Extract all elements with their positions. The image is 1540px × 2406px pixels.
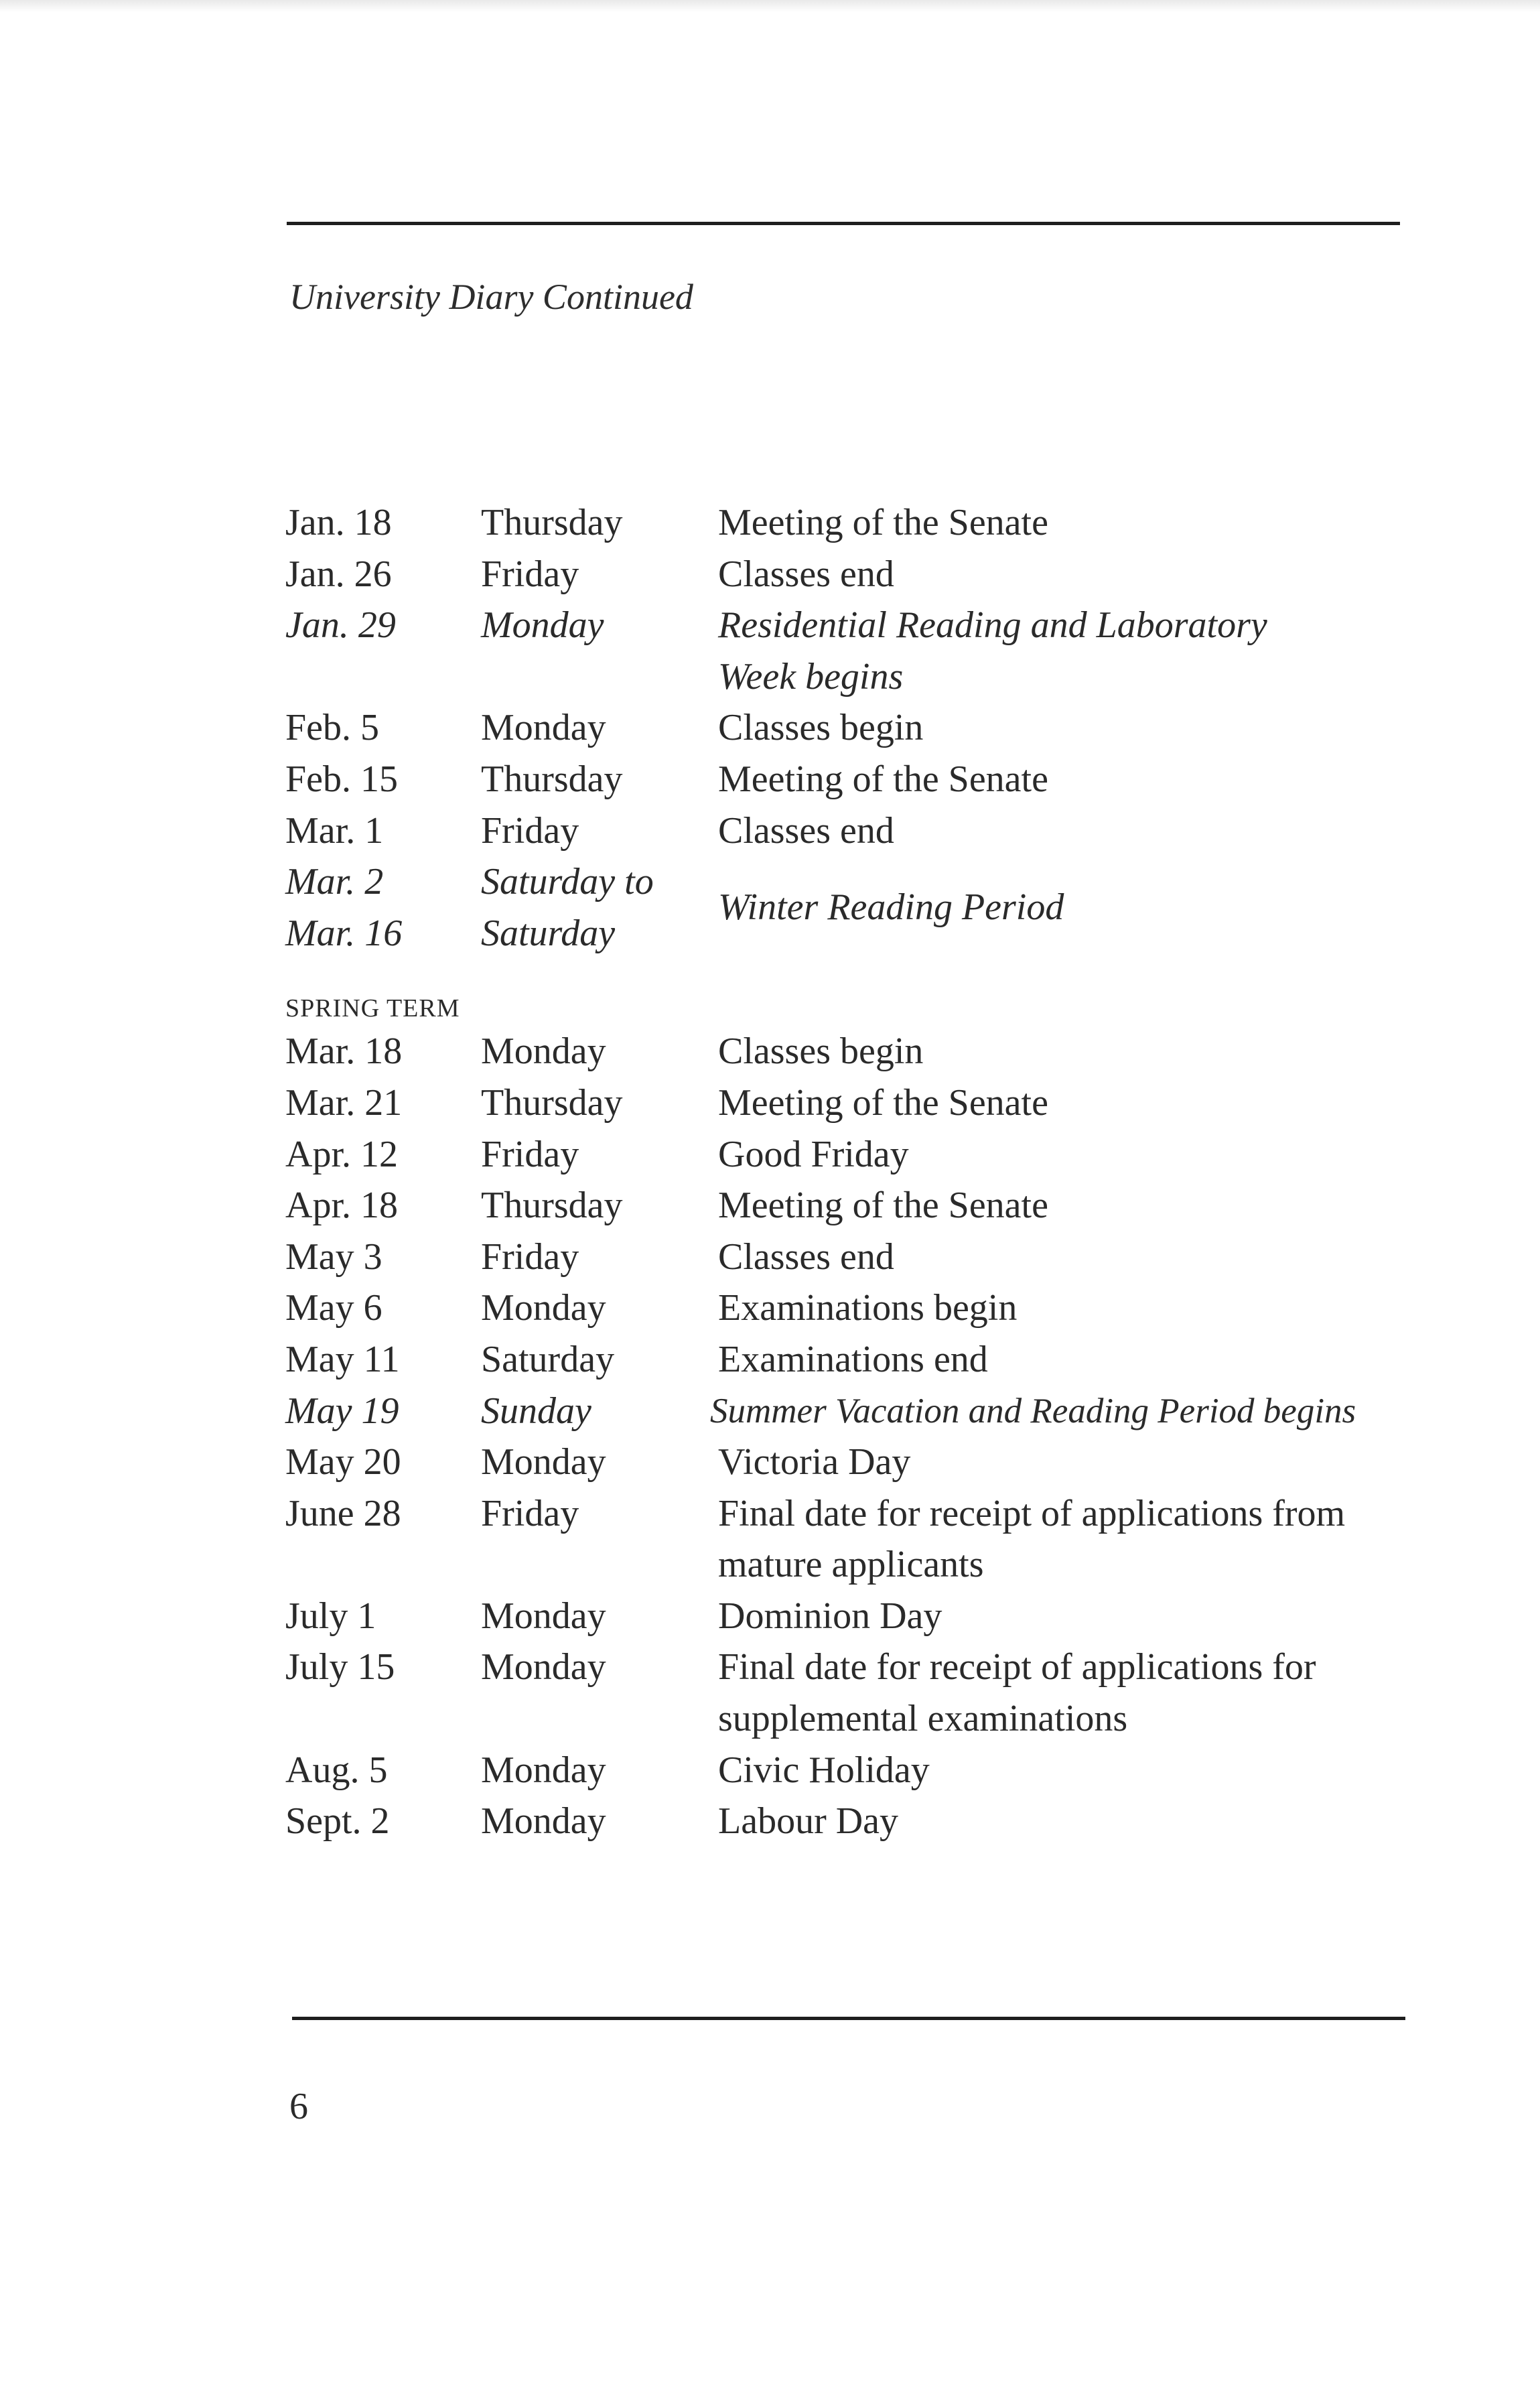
entry-day: Monday bbox=[481, 1441, 606, 1483]
diary-row bbox=[285, 1231, 1411, 1283]
diary-row bbox=[285, 549, 1411, 600]
entry-event: Dominion Day bbox=[718, 1595, 942, 1637]
entry-day: Monday bbox=[481, 1030, 606, 1073]
entry-event: Meeting of the Senate bbox=[718, 502, 1048, 543]
entry-date: June 28 bbox=[285, 1492, 401, 1534]
entry-day: Thursday bbox=[481, 502, 623, 543]
entry-event: Good Friday bbox=[718, 1133, 909, 1175]
entry-day: Thursday bbox=[481, 1081, 623, 1124]
diary-row bbox=[285, 1488, 1411, 1591]
entry-day: Monday bbox=[481, 1595, 606, 1637]
entry-event: Examinations end bbox=[718, 1338, 988, 1380]
range-end-date: Mar. 16 bbox=[285, 912, 403, 954]
entry-date: May 20 bbox=[285, 1441, 401, 1483]
entry-event: Meeting of the Senate bbox=[718, 1185, 1048, 1227]
entry-date: July 1 bbox=[285, 1595, 376, 1637]
diary-row bbox=[285, 1282, 1411, 1334]
entry-date: Feb. 15 bbox=[285, 758, 398, 800]
entry-date: Mar. 1 bbox=[285, 809, 384, 852]
entry-date: May 11 bbox=[285, 1338, 400, 1380]
range-start-date: Mar. 2 bbox=[285, 861, 384, 903]
entry-day: Monday bbox=[481, 1646, 606, 1688]
diary-row bbox=[285, 497, 1411, 549]
bottom-rule bbox=[292, 2017, 1405, 2020]
diary-row bbox=[285, 805, 1411, 857]
entry-event: Classes begin bbox=[718, 707, 924, 749]
entry-date: May 19 bbox=[285, 1390, 399, 1432]
entry-day: Thursday bbox=[481, 758, 623, 800]
entry-event: Classes end bbox=[718, 1235, 894, 1278]
entry-day: Sunday bbox=[481, 1390, 591, 1432]
entry-date: Mar. 18 bbox=[285, 1030, 403, 1073]
diary-row bbox=[285, 1026, 1411, 1077]
running-head: University Diary Continued bbox=[289, 277, 693, 317]
range-end-day: Saturday bbox=[481, 912, 616, 954]
entry-date: Jan. 18 bbox=[285, 502, 392, 543]
entry-date: Apr. 12 bbox=[285, 1133, 398, 1175]
diary-row bbox=[285, 1129, 1411, 1181]
entry-event: Classes begin bbox=[718, 1030, 924, 1073]
range-start-day: Saturday to bbox=[481, 861, 654, 903]
entry-date: Sept. 2 bbox=[285, 1800, 390, 1843]
page-number: 6 bbox=[289, 2086, 308, 2127]
diary-row bbox=[285, 1745, 1411, 1796]
entry-day: Friday bbox=[481, 1235, 579, 1278]
entry-event: Meeting of the Senate bbox=[718, 1081, 1048, 1124]
diary-row bbox=[285, 1591, 1411, 1642]
entry-day: Friday bbox=[481, 553, 579, 595]
entry-day: Friday bbox=[481, 809, 579, 852]
entry-date: July 15 bbox=[285, 1646, 395, 1688]
entry-date: May 3 bbox=[285, 1235, 382, 1278]
diary-row bbox=[285, 1077, 1411, 1129]
entry-event: Classes end bbox=[718, 553, 894, 595]
entry-date: Apr. 18 bbox=[285, 1185, 398, 1227]
entry-day: Monday bbox=[481, 1749, 606, 1791]
diary-row bbox=[285, 754, 1411, 805]
entry-day: Thursday bbox=[481, 1185, 623, 1227]
diary-table bbox=[285, 497, 1411, 1847]
entry-day: Monday bbox=[481, 1800, 606, 1843]
diary-row bbox=[285, 600, 1411, 702]
diary-row bbox=[285, 1334, 1411, 1386]
entry-event: Meeting of the Senate bbox=[718, 758, 1048, 800]
entry-date: Jan. 29 bbox=[285, 604, 396, 647]
entry-day: Monday bbox=[481, 707, 606, 749]
range-event: Winter Reading Period bbox=[718, 886, 1064, 929]
winter-reading-row bbox=[285, 856, 1411, 959]
entry-event: Residential Reading and Laboratory Week begins bbox=[718, 604, 1267, 697]
entry-day: Monday bbox=[481, 1287, 606, 1329]
diary-row bbox=[285, 1180, 1411, 1231]
entry-event: Civic Holiday bbox=[718, 1749, 930, 1791]
diary-row bbox=[285, 1386, 1411, 1437]
spring-term-label: SPRING TERM bbox=[285, 994, 460, 1023]
entry-event: Summer Vacation and Reading Period begins bbox=[710, 1391, 1356, 1430]
entry-event: Classes end bbox=[718, 809, 894, 852]
entry-date: May 6 bbox=[285, 1287, 382, 1329]
diary-row bbox=[285, 1796, 1411, 1847]
entry-day: Saturday bbox=[481, 1338, 615, 1380]
entry-date: Jan. 26 bbox=[285, 553, 392, 595]
entry-event: Examinations begin bbox=[718, 1287, 1018, 1329]
entry-date: Mar. 21 bbox=[285, 1081, 403, 1124]
entry-event: Victoria Day bbox=[718, 1441, 911, 1483]
top-rule bbox=[287, 222, 1400, 225]
entry-date: Aug. 5 bbox=[285, 1749, 388, 1791]
section-heading bbox=[285, 959, 1411, 1026]
entry-date: Feb. 5 bbox=[285, 707, 379, 749]
scan-edge bbox=[0, 0, 1540, 12]
diary-row bbox=[285, 1642, 1411, 1744]
entry-day: Friday bbox=[481, 1492, 579, 1534]
diary-row bbox=[285, 1436, 1411, 1488]
diary-row bbox=[285, 702, 1411, 754]
entry-event: Final date for receipt of applications for supplemental examinations bbox=[718, 1646, 1316, 1740]
entry-day: Friday bbox=[481, 1133, 579, 1175]
entry-day: Monday bbox=[481, 604, 604, 647]
entry-event: Labour Day bbox=[718, 1800, 899, 1843]
entry-event: Final date for receipt of applications from mature applicants bbox=[718, 1492, 1346, 1586]
